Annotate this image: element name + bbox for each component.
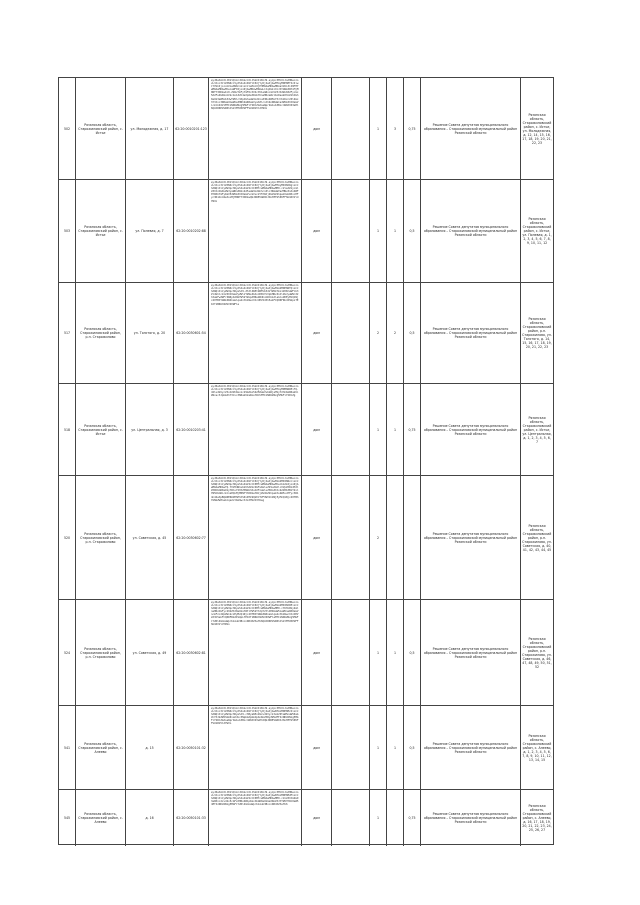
cell-owner: Рязанская область, Старожиловский район, с. Алеево, д. 1, 2, 3, 4, 5, 6, 7, 8, 9, 10, 11, 12, 13, 14, 15 xyxy=(522,733,552,762)
cell-num: 517 xyxy=(59,283,76,383)
cell-owner: Рязанская область, Старожиловский район, с. Истье, ул. Молодежная, д. 12, 14, 15, 16, 17, 18, 19, 20, 21, 22, 23 xyxy=(522,112,552,145)
cell-code: eyJ0eXAiOiJKV1QiLCJhbGciOiJSUzI1NiJ9.eyJpc3MiOiJodHRwczovL3Jvc3JlZXN0ci5ydSIsInN1YiI6IjYyOjIwOjAwMTAyMDE6MTIzIiwiYXVkIjoicmVnaXN0cnkiLCJleHAiOjE3MDAwMDAwMDAsIm5iZiI6MTYwMDAwMDAwMCwiaWF0IjoxNjAwMDAwMDAwLCJqdGkiOiJhYmNkZWYxMjM0NTY3ODkwIn0.Zm9vYmFyYmF6cXV4cXV1eGNvcmdlZ3JhdWx0Z2FycGx5d2FsZG9mcmVkcGx1Z2h4eXp6eXRob3VnaHRzaWxlbnRseWJlbmVhdGh0aGV3aW5kb3dwYW5lc3dpdGhsaWdodGluZ3RoZW5kYXJrbmVzc2ZlbGxhY3Jvc3N0aGVmaWVsZHNhbmR0aGVyaXZlcnJhbnN0aWxsdW5kZXJ0aGVicmlkZ2VzMTIzNDU2Nzg5MGFiY2RlZmdoaWprbG1ub3BxcnN0dXZ3eHl6QUJDREVGR0hJSktMTU5PUFFSU1RVVldYWVo xyxy=(209,78,302,179)
cell-addr: ул. Толстого, д. 20 xyxy=(126,283,174,383)
cell-rooms xyxy=(387,476,404,599)
cell-basis: Решение Совета депутатов муниципального образования – Старожиловский муниципальный район Рязанской области xyxy=(421,78,521,179)
table-row xyxy=(59,78,553,180)
cell-floors: 1 xyxy=(370,384,387,475)
cell-num: 518 xyxy=(59,384,76,475)
cell-place: Рязанская область, Старожиловский район, с. Истье xyxy=(76,78,126,179)
cell-pct: 0,75 xyxy=(404,384,421,475)
cell-empty xyxy=(332,78,370,179)
registry-table xyxy=(58,77,554,845)
cell-code: eyJ0eXAiOiJKV1QiLCJhbGciOiJSUzI1NiJ9.eyJpc3MiOiJodHRwczovL3Jvc3JlZXN0ci5ydSIsInN1YiI6IjYyOjIwOjAwMTAyMDM6NDEifQ.d2ludGVyc25vd2ZhbGxzc29mdGx5b250aGVvbGRjaHVyY2hhbmR0aGViZWxsc3JpbmdhY3Jvc3N0aGV2aWxsYWdlMTIzNDU2Nzg5MGFiY2RlZg xyxy=(209,384,302,475)
table-row xyxy=(59,283,553,384)
cell-num: 502 xyxy=(59,78,76,179)
cell-empty xyxy=(332,283,370,383)
cell-floors: 1 xyxy=(370,790,387,846)
cell-place: Рязанская область, Старожиловский район, с. Истье xyxy=(76,384,126,475)
cell-num: 524 xyxy=(59,600,76,705)
cell-basis: Решение Совета депутатов муниципального образования – Старожиловский муниципальный район Рязанской области xyxy=(421,476,521,599)
cell-cad: 62:20:0030602:77 xyxy=(174,476,209,599)
cell-rooms: 3 xyxy=(387,78,404,179)
cell-basis: Решение Совета депутатов муниципального образования – Старожиловский муниципальный район Рязанской области xyxy=(421,790,521,846)
cell-owner: Рязанская область, Старожиловский район, с. Алеево, д. 16, 17, 18, 19, 20, 21, 22, 23, 24, 25, 26, 27 xyxy=(522,804,552,832)
cell-pct: 0,5 xyxy=(404,283,421,383)
cell-pct: 0,75 xyxy=(404,78,421,179)
table-row xyxy=(59,180,553,283)
cell-type: дом xyxy=(302,283,332,383)
cell-cad: 62:20:0050101:33 xyxy=(174,790,209,846)
cell-basis: Решение Совета депутатов муниципального образования – Старожиловский муниципальный район Рязанской области xyxy=(421,600,521,705)
table-row xyxy=(59,706,553,790)
table-row xyxy=(59,600,553,706)
cell-addr: ул. Советская, д. 49 xyxy=(126,600,174,705)
cell-owner: Рязанская область, Старожиловский район, р.п. Старожилово, ул. Советская, д. 46, 47, 48, 49, 50, 51, 52 xyxy=(522,636,552,669)
cell-type: дом xyxy=(302,180,332,282)
cell-cad: 62:20:0030601:54 xyxy=(174,283,209,383)
cell-basis: Решение Совета депутатов муниципального образования – Старожиловский муниципальный район Рязанской области xyxy=(421,180,521,282)
cell-place: Рязанская область, Старожиловский район, р.п. Старожилово xyxy=(76,283,126,383)
cell-place: Рязанская область, Старожиловский район, с. Истье xyxy=(76,180,126,282)
cell-basis: Решение Совета депутатов муниципального образования – Старожиловский муниципальный район Рязанской области xyxy=(421,283,521,383)
cell-floors: 1 xyxy=(370,706,387,789)
cell-code: eyJ0eXAiOiJKV1QiLCJhbGciOiJSUzI1NiJ9.eyJpc3MiOiJodHRwczovL3Jvc3JlZXN0ci5ydSIsInN1YiI6IjYyOjIwOjAwMTAyMDI6ODgiLCJhdWQiOiJyZWdpc3RyeSIsImV4cCI6MTcwMDAwMDAwMH0.c2lsdmVycml2ZXJzdG9uZWJyaWRnZW1vb25saWdodGhhcnZlc3RmaWVsZHNvZndoZWF0YW5kYmFybGV5dW5kZXJ0aGVvcGVuc2t5YWJjZGVmZ2hpamtsbW5vcHFyc3R1dnd4eXoxMjM0NTY3ODkwQUJDREVGR0hJSktMTU5PUFFSU1RVVldYWVo xyxy=(209,180,302,282)
cell-place: Рязанская область, Старожиловский район, с. Алеево xyxy=(76,706,126,789)
cell-cad: 62:20:0010201:123 xyxy=(174,78,209,179)
cell-pct: 0,5 xyxy=(404,600,421,705)
cell-basis: Решение Совета депутатов муниципального образования – Старожиловский муниципальный район Рязанской области xyxy=(421,706,521,789)
cell-cad: 62:20:0010202:88 xyxy=(174,180,209,282)
cell-code: eyJ0eXAiOiJKV1QiLCJhbGciOiJSUzI1NiJ9.eyJpc3MiOiJodHRwczovL3Jvc3JlZXN0ci5ydSIsInN1YiI6IjYyOjIwOjAwNTAxMDE6MzMiLCJhdWQiOiJyZWdpc3RyeSIsImV4cCI6MTcwMDAwMDAwMH0.cml2ZXJmbG93aW5nc2xvd2x5cGFzdHRoZW1pbGxhbmR0aGVmaXNoZXJtYW53YWl0aW5nMTIzNDU2Nzg5MGFiY2RlZmdoaWprbG1ub3BxcnN0dXZ3eHl6 xyxy=(209,790,302,846)
cell-rooms: 1 xyxy=(387,180,404,282)
cell-floors: 2 xyxy=(370,283,387,383)
cell-type: дом xyxy=(302,78,332,179)
cell-floors: 2 xyxy=(370,476,387,599)
cell-pct xyxy=(404,476,421,599)
cell-place: Рязанская область, Старожиловский район, р.п. Старожилово xyxy=(76,476,126,599)
cell-rooms: 1 xyxy=(387,384,404,475)
cell-type: дом xyxy=(302,790,332,846)
cell-num: 541 xyxy=(59,706,76,789)
cell-owner: Рязанская область, Старожиловский район, р.п. Старожилово, ул. Толстого, д. 14, 15, 16, 17, 18, 19, 20, 21, 22, 23 xyxy=(522,317,552,349)
cell-floors: 1 xyxy=(370,180,387,282)
cell-rooms xyxy=(387,790,404,846)
cell-type: дом xyxy=(302,706,332,789)
cell-num: 503 xyxy=(59,180,76,282)
cell-owner: Рязанская область, Старожиловский район, р.п. Старожилово, ул. Советская, д. 40, 41, 42, 43, 44, 45 xyxy=(522,523,552,552)
cell-cad: 62:20:0010203:41 xyxy=(174,384,209,475)
cell-empty xyxy=(332,600,370,705)
cell-code: eyJ0eXAiOiJKV1QiLCJhbGciOiJSUzI1NiJ9.eyJpc3MiOiJodHRwczovL3Jvc3JlZXN0ci5ydSIsInN1YiI6IjYyOjIwOjAwMzA2MDE6NTQiLCJhdWQiOiJyZWdpc3RyeSJ9.Z3JlZW5tZWFkb3dzYW5kYmx1ZXNreWFib3ZldGhlcml2ZXJ0aGVyZWlzYW9sZGhvdXNlYnVpbHRvZnJlZGJyaWNrd2l0aGFwZWFrZWRyb29mYW5kYWxpdHRsZWdhcmRlbmJlaGluZDEyMzQ1Njc4OTBhYmNkZWZnaGlqa2xtbm9wcXJzdHV2d3h5ekFCQ0RFRkdISUpLTE1OT1BRUlNUVVZXWFla xyxy=(209,283,302,383)
cell-code: eyJ0eXAiOiJKV1QiLCJhbGciOiJSUzI1NiJ9.eyJpc3MiOiJodHRwczovL3Jvc3JlZXN0ci5ydSIsInN1YiI6IjYyOjIwOjAwNTAxMDE6MzIiLCJhdWQiOiJyZWdpc3RyeSJ9.c3ByaW5nZmxvd2Vyc2Jsb29taW5naW50aGVnYXJkZW5hbmRiaXJkc3NpbmdpbmdpbnRoZXRyZWVzMTIzNDU2Nzg5MGFiY2RlZmdoaWprbG1ub3BxcnN0dXZ3eHl6QUJDREVGR0hJSktMTU5PUFFSU1RVVldYWVo xyxy=(209,706,302,789)
cell-code: eyJ0eXAiOiJKV1QiLCJhbGciOiJSUzI1NiJ9.eyJpc3MiOiJodHRwczovL3Jvc3JlZXN0ci5ydSIsInN1YiI6IjYyOjIwOjAwMzA2MDI6NzciLCJhdWQiOiJyZWdpc3RyeSIsImV4cCI6MTcwMDAwMDAwMCwibmJmIjoxNjAwMDAwMDAwfQ.YXV0dW1ubGVhdmVzZmFsbGluZ29udGhlcXVpZXRzdHJlZXRhbmR0aGVyYWluY29tZXNkb3dud2FzaGluZ3RoZXJvb2Z0b3BzY2xlYW5hbmRicmlnaHQxMjM0NTY3ODkwYWJjZGVmZ2hpamtsbW5vcHFyc3R1dnd4eXpBQkNERUZHSElKS0xNTk9QUVJTVFVWV1hZWjEyMzQ1Njc4OTBhYmNkZWZnaGlqa2xtbm9wcXJzdHV2d3h5eg xyxy=(209,476,302,599)
cell-cad: 62:20:0050101:32 xyxy=(174,706,209,789)
cell-addr: д. 16 xyxy=(126,790,174,846)
cell-owner: Рязанская область, Старожиловский район, с. Истье, ул. Полевая, д. 1, 2, 3, 4, 5, 6, 7, 8, 9, 10, 11, 12 xyxy=(522,217,552,245)
cell-type: дом xyxy=(302,476,332,599)
cell-floors: 1 xyxy=(370,78,387,179)
cell-addr: д. 15 xyxy=(126,706,174,789)
cell-rooms: 1 xyxy=(387,600,404,705)
cell-pct: 0,5 xyxy=(404,706,421,789)
cell-type: дом xyxy=(302,384,332,475)
cell-addr: ул. Центральная, д. 3 xyxy=(126,384,174,475)
cell-addr: ул. Полевая, д. 7 xyxy=(126,180,174,282)
cell-pct: 0,5 xyxy=(404,180,421,282)
table-row xyxy=(59,476,553,600)
table-row xyxy=(59,790,553,846)
cell-addr: ул. Советская, д. 45 xyxy=(126,476,174,599)
cell-place: Рязанская область, Старожиловский район, с. Алеево xyxy=(76,790,126,846)
cell-place: Рязанская область, Старожиловский район, р.п. Старожилово xyxy=(76,600,126,705)
cell-empty xyxy=(332,706,370,789)
table-row xyxy=(59,384,553,476)
cell-basis: Решение Совета депутатов муниципального образования – Старожиловский муниципальный район Рязанской области xyxy=(421,384,521,475)
cell-pct: 0,75 xyxy=(404,790,421,846)
cell-empty xyxy=(332,180,370,282)
cell-addr: ул. Молодежная, д. 17 xyxy=(126,78,174,179)
cell-type: дом xyxy=(302,600,332,705)
cell-rooms: 1 xyxy=(387,706,404,789)
cell-num: 520 xyxy=(59,476,76,599)
cell-empty xyxy=(332,384,370,475)
cell-cad: 62:20:0030602:81 xyxy=(174,600,209,705)
cell-empty xyxy=(332,476,370,599)
cell-code: eyJ0eXAiOiJKV1QiLCJhbGciOiJSUzI1NiJ9.eyJpc3MiOiJodHRwczovL3Jvc3JlZXN0ci5ydSIsInN1YiI6IjYyOjIwOjAwMzA2MDI6ODEiLCJhdWQiOiJyZWdpc3RyeSIsImV4cCI6MTcwMDAwMDAwMH0.c3VtbWVybmlnaHRzdGFyc292ZXJ0aGVsYWtlYW5kY3JpY2tldHNzaW5naW5naW50aGVncmFzc2ZpZWxkczEyMzQ1Njc4OTBhYmNkZWZnaGlqa2xtbm9wcXJzdHV2d3h5ekFCQ0RFRkdISUpLTE1OT1BRUlNUVVZXWFlaMTIzNDU2Nzg5MGFiY2RlZmdoaWprbG1ub3BxcnN0dXZ3eHl6QUJDREVGR0hJSktMTU5PUFFSU1RVVldYWVo xyxy=(209,600,302,705)
cell-rooms: 2 xyxy=(387,283,404,383)
cell-empty xyxy=(332,790,370,846)
cell-num: 545 xyxy=(59,790,76,846)
cell-owner: Рязанская область, Старожиловский район, с. Истье, ул. Центральная, д. 1, 2, 3, 4, 5, 6, 7 xyxy=(522,415,552,444)
cell-floors: 1 xyxy=(370,600,387,705)
